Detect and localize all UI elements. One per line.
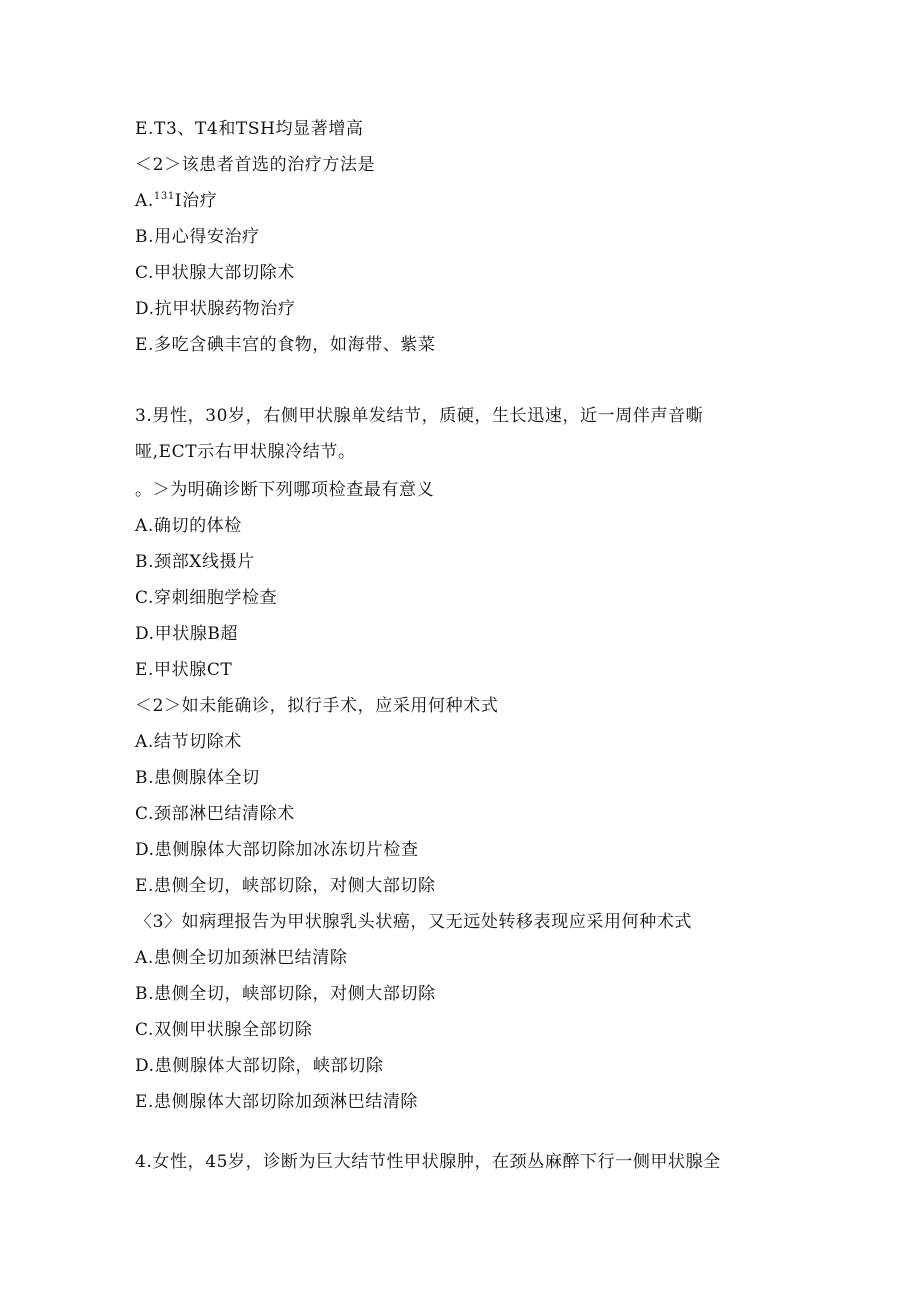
q3-sub3-option-e: E.患侧腺体大部切除加颈淋巴结清除 [135, 1092, 419, 1112]
q2-sub2-option-c: C.甲状腺大部切除术 [135, 263, 295, 283]
q2-sub2-option-a-superscript: 131 [153, 191, 175, 202]
q3-sub1-option-d: D.甲状腺B超 [135, 624, 239, 644]
q3-sub1-option-c: C.穿刺细胞学检查 [135, 588, 278, 608]
q3-sub2-option-d: D.患侧腺体大部切除加冰冻切片检查 [135, 840, 419, 860]
q3-sub3-option-c: C.双侧甲状腺全部切除 [135, 1020, 313, 1040]
q3-sub3-option-b: B.患侧全切，峡部切除，对侧大部切除 [135, 984, 436, 1004]
q3-sub3-option-d: D.患侧腺体大部切除，峡部切除 [135, 1056, 384, 1076]
q3-sub2-option-c: C.颈部淋巴结清除术 [135, 804, 295, 824]
q3-sub2-option-e: E.患侧全切，峡部切除，对侧大部切除 [135, 876, 436, 896]
q3-stem: 3.男性，30岁，右侧甲状腺单发结节，质硬，生长迅速，近一周伴声音嘶哑,ECT示右甲状腺冷结节。 [135, 406, 704, 462]
q2-sub2-option-a-prefix: A. [135, 191, 154, 211]
q2-sub2-option-e: E.多吃含碘丰宫的食物，如海带、紫菜 [135, 335, 436, 355]
q2-sub2-option-b: B.用心得安治疗 [135, 227, 260, 247]
q2-sub2-option-a-rest: I治疗 [174, 191, 218, 211]
q3-sub1-prompt: 。＞为明确诊断下列哪项检查最有意义 [135, 480, 435, 500]
q2-sub2-option-d: D.抗甲状腺药物治疗 [135, 299, 296, 319]
q4-stem: 4.女性，45岁，诊断为巨大结节性甲状腺肿，在颈丛麻醉下行一侧甲状腺全 [135, 1152, 721, 1172]
q2-option-e: E.T3、T4和TSH均显著增高 [135, 119, 364, 139]
q3-sub3-prompt: 〈3〉如病理报告为甲状腺乳头状癌，又无远处转移表现应采用何种术式 [135, 912, 693, 932]
q3-sub2-prompt: ＜2＞如未能确诊，拟行手术，应采用何种术式 [135, 696, 499, 716]
q2-sub2-option-a [135, 190, 217, 212]
q3-sub1-option-b: B.颈部X线摄片 [135, 552, 255, 572]
q2-sub2-prompt: ＜2＞该患者首选的治疗方法是 [135, 155, 376, 175]
q3-sub2-option-a: A.结节切除术 [135, 732, 242, 752]
q3-sub2-option-b: B.患侧腺体全切 [135, 768, 260, 788]
q3-sub3-option-a: A.患侧全切加颈淋巴结清除 [135, 948, 348, 968]
q3-sub1-option-a: A.确切的体检 [135, 516, 242, 536]
q3-sub1-option-e: E.甲状腺CT [135, 660, 233, 680]
